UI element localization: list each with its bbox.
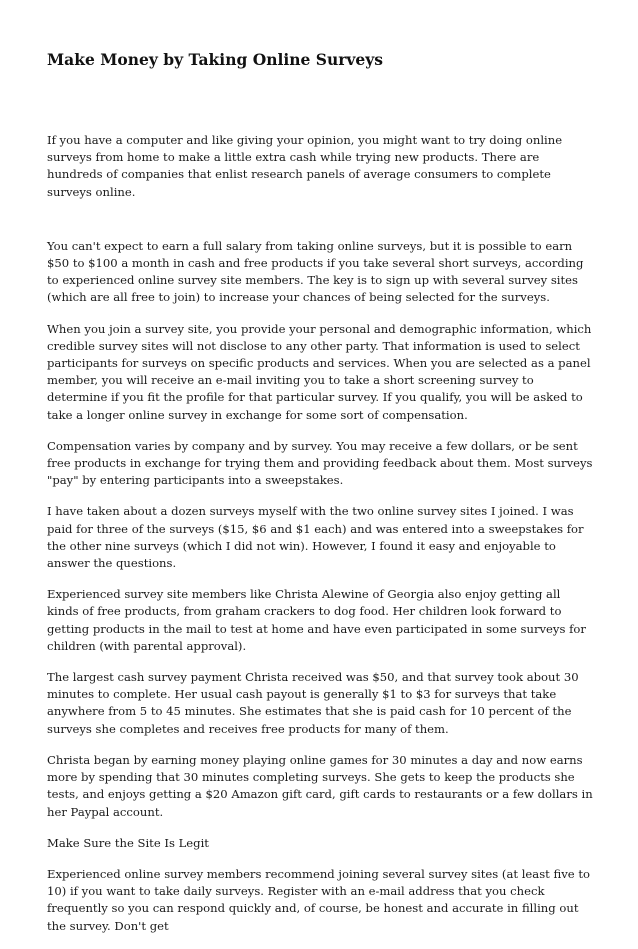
paragraph-christa-began: Christa began by earning money playing online games for 30 minutes a day and now earns more by spending that 30 minutes completing surveys. She gets to keep the products she tests, and enjoys getting a $20 Amazon gift card, gift cards to restaurants or a few dollars in her Paypal account.	[47, 752, 593, 819]
paragraph-free-products: Experienced survey site members like Christa Alewine of Georgia also enjoy getting all kinds of free products, from graham crackers to dog food. Her children look forward to getting products in the mail to test at home and have even participated in some surveys for children (with parental approval).	[47, 587, 586, 653]
article-body	[47, 132, 595, 949]
page-title: Make Money by Taking Online Surveys	[47, 50, 383, 69]
paragraph-joining: When you join a survey site, you provide your personal and demographic information, which credible survey sites will not disclose to any other party. That information is used to select participants for surveys on specific products and services. When you are selected as a panel member, you will receive an e-mail inviting you to take a short screening survey to determine if you fit the profile for that particular survey. If you qualify, you will be asked to take a longer online survey in exchange for some sort of compensation.	[47, 321, 592, 422]
paragraph-expectations: You can't expect to earn a full salary from taking online surveys, but it is possible to earn $50 to $100 a month in cash and free products if you take several short surveys, according to experienced online survey site members. The key is to sign up with several survey sites (which are all free to join) to increase your chances of being selected for the surveys.	[47, 238, 584, 305]
section-heading-legit: Make Sure the Site Is Legit	[47, 835, 209, 850]
paragraph-intro: If you have a computer and like giving your opinion, you might want to try doing online surveys from home to make a little extra cash while trying new products. There are hundreds of companies that enlist research panels of average consumers to complete surveys online.	[47, 133, 563, 199]
paragraph-largest-payment: The largest cash survey payment Christa received was $50, and that survey took about 30 minutes to complete. Her usual cash payout is generally $1 to $3 for surveys that take anywhere from 5 to 45 minutes. She estimates that she is paid cash for 10 percent of the surveys she completes and receives free products for many of them.	[47, 670, 579, 736]
paragraph-compensation: Compensation varies by company and by survey. You may receive a few dollars, or be sent free products in exchange for trying them and providing feedback about them. Most surveys "pay" by entering participants into a sweepstakes.	[47, 438, 593, 488]
paragraph-personal-experience: I have taken about a dozen surveys myself with the two online survey sites I joined. I was paid for three of the surveys ($15, $6 and $1 each) and was entered into a sweepstakes for the other nine surveys (which I did not win). However, I found it easy and enjoyable to answer the questions.	[47, 504, 584, 571]
paragraph-recommendations: Experienced online survey members recommend joining several survey sites (at least five to 10) if you want to take daily surveys. Register with an e-mail address that you check frequently so you can respond quickly and, of course, be honest and accurate in filling out the survey. Don't get	[47, 866, 590, 933]
